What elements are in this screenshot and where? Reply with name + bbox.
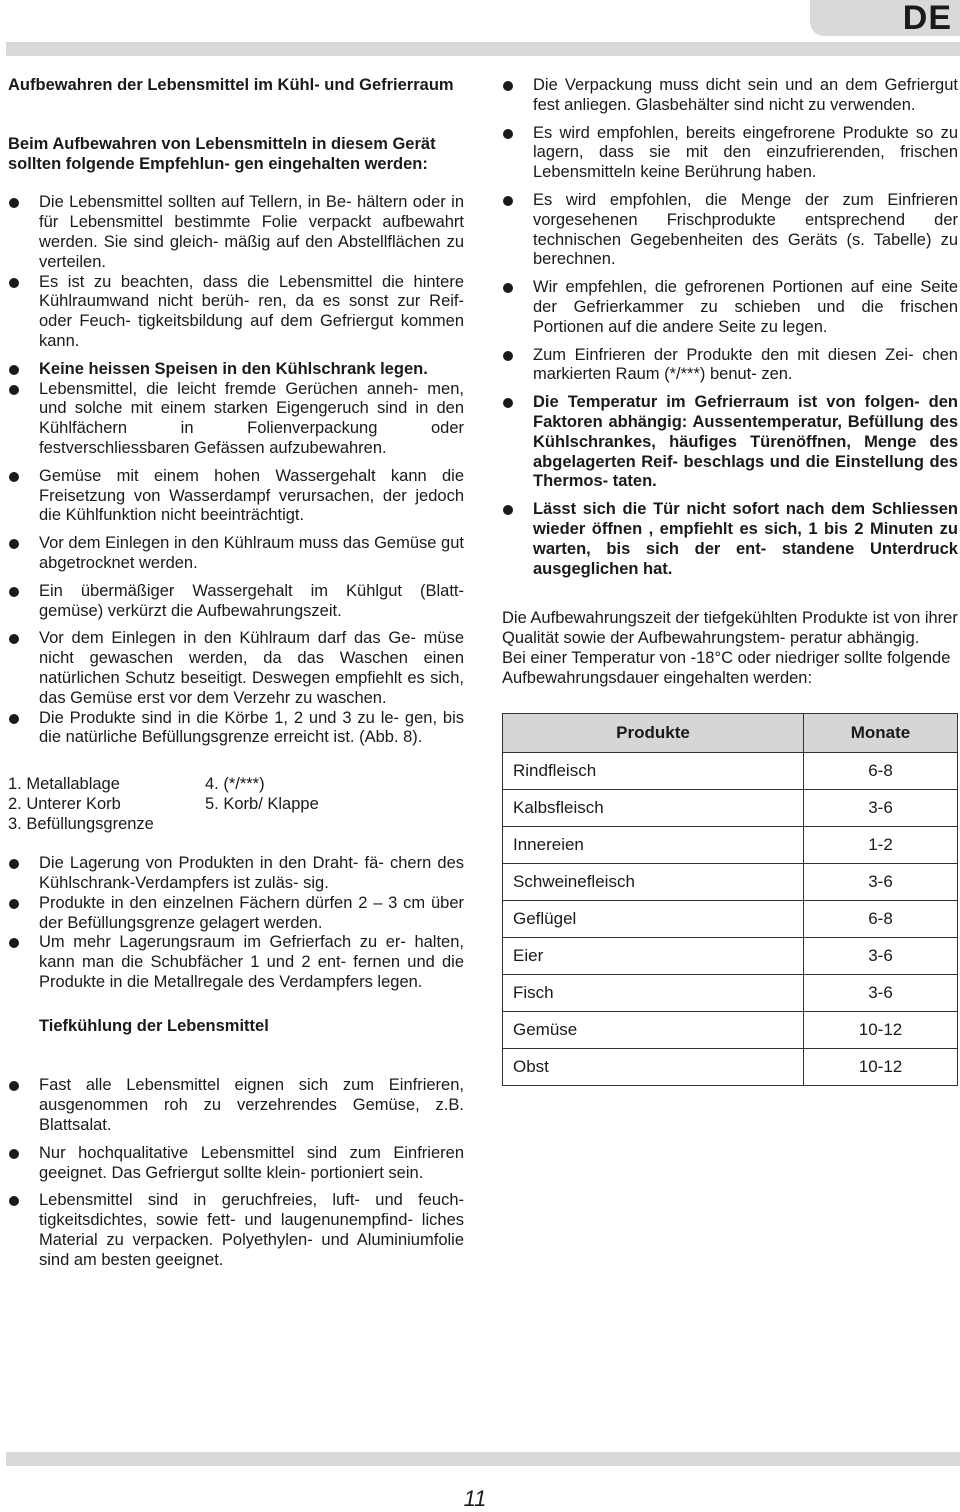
list-item: Es wird empfohlen, bereits eingefrorene Produkte so zu lagern, dass sie mit den einzufrierenden, frischen Lebensmitteln keine Berührung haben. (502, 124, 958, 183)
bottom-divider-bar (6, 1452, 960, 1466)
months-cell: 3-6 (804, 863, 958, 900)
top-divider-bar (6, 42, 960, 56)
product-cell: Obst (503, 1048, 804, 1085)
table-header-row (503, 713, 958, 752)
temperature-text: Bei einer Temperatur von -18°C oder niedriger sollte folgende Aufbewahrungsdauer eingehalten werden: (502, 648, 951, 687)
column-header-products: Produkte (503, 713, 804, 752)
product-cell: Gemüse (503, 1011, 804, 1048)
table-row (503, 1048, 958, 1085)
list-item: Die Produkte sind in die Körbe 1, 2 und 3 zu le- gen, bis die natürliche Befüllungsgrenze erreicht ist. (Abb. 8). (8, 709, 464, 749)
list-item: Wir empfehlen, die gefrorenen Portionen auf eine Seite der Gefrierkammer zu schieben und die frischen Portionen auf die andere Seite zu legen. (502, 278, 958, 337)
intro-text: Beim Aufbewahren von Lebensmitteln in diesem Gerät sollten folgende Empfehlun- gen eingehalten werden: (8, 134, 436, 173)
storage-time-text: Die Aufbewahrungszeit der tiefgekühlten Produkte ist von ihrer Qualität sowie der Aufbewahrungstem- peratur abhängig. (502, 609, 958, 648)
list-item: Es wird empfohlen, die Menge der zum Einfrieren vorgesehenen Frischprodukte entsprechend der technischen Gegebenheiten des Geräts (s. Tabelle) zu berechnen. (502, 191, 958, 270)
legend-item: 5. Korb/ Klappe (205, 795, 319, 814)
list-item: Vor dem Einlegen in den Kühlraum darf das Ge- müse nicht gewaschen werden, da das Waschen einen natürlichen Schutz beseitigt. Deswegen empfiehlt es sich, das Gemüse erst vor dem Verzehr zu waschen. (8, 629, 464, 708)
list-item: Die Temperatur im Gefrierraum ist von folgen- den Faktoren abhängig: Aussentemperatur, Befüllung des Kühlschrankes, häufiges Türenöffnen, Menge des abgelagerten Reif- beschlags und die Einstellung des Thermos- taten. (502, 393, 958, 492)
list-item: Lässt sich die Tür nicht sofort nach dem Schliessen wieder öffnen , empfiehlt es sich, 1 bis 2 Minuten zu warten, bis sich der ent- standene Unterdruck ausgeglichen hat. (502, 500, 958, 579)
months-cell: 3-6 (804, 937, 958, 974)
months-cell: 3-6 (804, 789, 958, 826)
storage-tips-list (8, 193, 464, 748)
product-cell: Geflügel (503, 900, 804, 937)
table-row (503, 752, 958, 789)
language-badge (810, 0, 960, 36)
list-item: Produkte in den einzelnen Fächern dürfen 2 – 3 cm über der Befüllungsgrenze gelagert werden. (8, 894, 464, 934)
column-header-months: Monate (804, 713, 958, 752)
product-cell: Schweinefleisch (503, 863, 804, 900)
list-item: Um mehr Lagerungsraum im Gefrierfach zu er- halten, kann man die Schubfächer 1 und 2 ent- fernen und die Produkte in die Metallregale des Verdampfers legen. (8, 933, 464, 992)
table-row (503, 937, 958, 974)
table-row (503, 863, 958, 900)
right-column (502, 76, 958, 1086)
months-cell: 1-2 (804, 826, 958, 863)
list-item: Lebensmittel sind in geruchfreies, luft- und feuch- tigkeitsdichtes, sowie fett- und laugenunempfind- liches Material zu verpacken. Polyethylen- und Aluminiumfolie sind am besten geeignet. (8, 1191, 464, 1270)
months-cell: 6-8 (804, 900, 958, 937)
rack-tips-list (8, 854, 464, 993)
list-item: Lebensmittel, die leicht fremde Gerüchen anneh- men, und solche mit einem starken Eigengeruch sind in den Kühlfächern in Folienverpackung oder festverschliessbaren Gefässen aufzubewahren. (8, 380, 464, 459)
list-item: Zum Einfrieren der Produkte den mit diesen Zei- chen markierten Raum (*/***) benut- zen. (502, 346, 958, 386)
table-row (503, 789, 958, 826)
product-cell: Fisch (503, 974, 804, 1011)
table-row (503, 900, 958, 937)
page-number: 11 (463, 1486, 487, 1511)
list-item: Gemüse mit einem hohen Wassergehalt kann die Freisetzung von Wasserdampf verursachen, der jedoch die Kühlfunktion nicht beeinträchtigt. (8, 467, 464, 526)
table-row (503, 974, 958, 1011)
legend-item: 1. Metallablage (8, 775, 120, 794)
legend-item (205, 814, 405, 834)
table-row (503, 826, 958, 863)
freezing-heading: Tiefkühlung der Lebensmittel (39, 1016, 269, 1035)
list-item: Die Verpackung muss dicht sein und an dem Gefriergut fest anliegen. Glasbehälter sind nicht zu verwenden. (502, 76, 958, 116)
section-heading: Aufbewahren der Lebensmittel im Kühl- und Gefrierraum (8, 76, 454, 94)
table-row (503, 1011, 958, 1048)
legend-item: 2. Unterer Korb (8, 795, 121, 814)
months-cell: 6-8 (804, 752, 958, 789)
list-item: Ein übermäßiger Wassergehalt im Kühlgut (Blatt- gemüse) verkürzt die Aufbewahrungszeit. (8, 582, 464, 622)
legend-item: 4. (*/***) (205, 775, 265, 794)
months-cell: 10-12 (804, 1048, 958, 1085)
months-cell: 3-6 (804, 974, 958, 1011)
list-item: Die Lagerung von Produkten in den Draht- fä- chern des Kühlschrank-Verdampfers ist zuläs- sig. (8, 854, 464, 894)
product-cell: Kalbsfleisch (503, 789, 804, 826)
list-item: Nur hochqualitative Lebensmittel sind zum Einfrieren geeignet. Das Gefriergut sollte klein- portioniert sein. (8, 1144, 464, 1184)
storage-duration-table (502, 713, 958, 1086)
product-cell: Rindfleisch (503, 752, 804, 789)
product-cell: Eier (503, 937, 804, 974)
list-item: Es ist zu beachten, dass die Lebensmittel die hintere Kühlraumwand nicht berüh- ren, da es sonst zur Reif- oder Feuch- tigkeitsbildung auf dem Gefriergut kommen kann. (8, 273, 464, 352)
freezer-tips-list (502, 76, 958, 579)
list-item: Fast alle Lebensmittel eignen sich zum Einfrieren, ausgenommen roh zu verzehrendes Gemüse, z.B. Blattsalat. (8, 1076, 464, 1135)
product-cell: Innereien (503, 826, 804, 863)
list-item: Die Lebensmittel sollten auf Tellern, in Be- hältern oder in für Lebensmittel bestimmte Folie verpackt aufbewahrt werden. Sie sind gleich- mäßig auf den Abstellflächen zu verteilen. (8, 193, 464, 272)
left-column (8, 76, 464, 1279)
freezing-tips-list (8, 1076, 464, 1270)
list-item: Vor dem Einlegen in den Kühlraum muss das Gemüse gut abgetrocknet werden. (8, 534, 464, 574)
legend-item: 3. Befüllungsgrenze (8, 815, 154, 834)
figure-legend (8, 774, 464, 834)
months-cell: 10-12 (804, 1011, 958, 1048)
list-item: Keine heissen Speisen in den Kühlschrank legen. (8, 360, 464, 380)
language-code: DE (902, 0, 952, 37)
